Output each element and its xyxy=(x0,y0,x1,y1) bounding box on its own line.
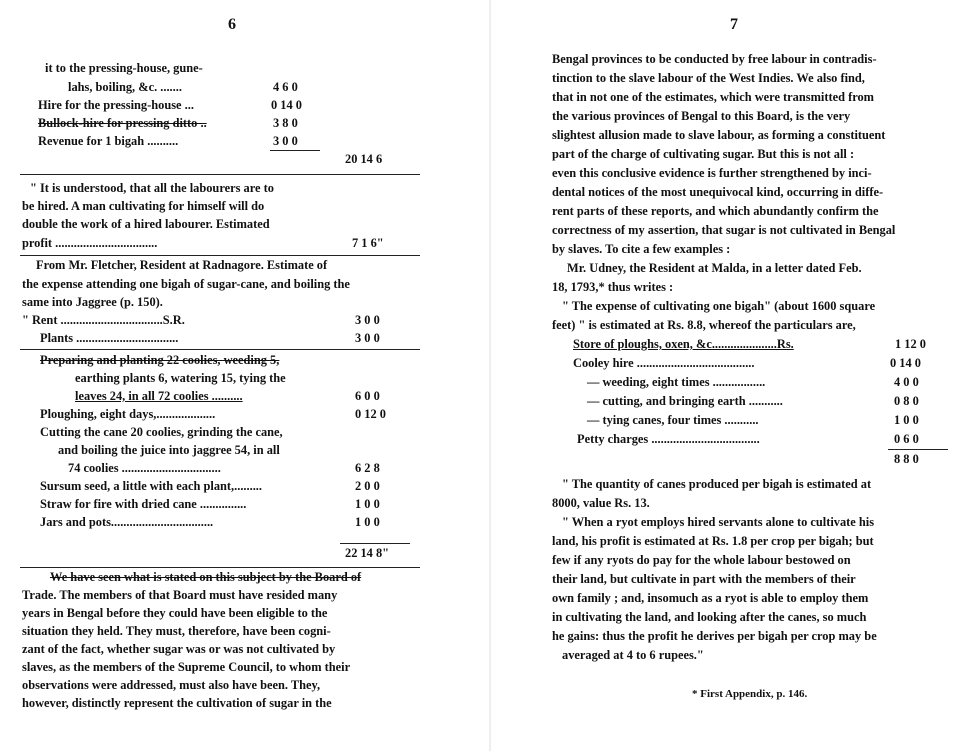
amount: 3 8 0 xyxy=(273,116,298,130)
text-line: rent parts of these reports, and which abundantly confirm the xyxy=(552,204,879,218)
text-line: 18, 1793,* thus writes : xyxy=(552,280,674,294)
text-line: however, distinctly represent the cultivation of sugar in the xyxy=(22,696,332,710)
text-line: earthing plants 6, watering 15, tying the xyxy=(75,371,286,385)
text-line: even this conclusive evidence is further strengthened by inci- xyxy=(552,166,872,180)
page-number-left: 6 xyxy=(228,16,236,33)
text-line: dental notices of the most unequivocal kind, occurring in diffe- xyxy=(552,185,884,199)
text-line: by slaves. To cite a few examples : xyxy=(552,242,731,256)
text-line: " The quantity of canes produced per bigah is estimated at xyxy=(562,477,872,491)
text-line: Bullock-hire for pressing ditto .. xyxy=(38,116,207,130)
divider-rule xyxy=(20,349,420,350)
text-line: he gains: thus the profit he derives per bigah per crop may be xyxy=(552,629,877,643)
amount: 1 0 0 xyxy=(355,515,380,529)
text-line: profit ................................. xyxy=(22,236,158,250)
text-line: " It is understood, that all the labourers are to xyxy=(30,181,274,195)
amount: 1 0 0 xyxy=(355,497,380,511)
text-line: zant of the fact, whether sugar was or was not cultivated by xyxy=(22,642,336,656)
text-line: Trade. The members of that Board must have resided many xyxy=(22,588,338,602)
text-line: land, his profit is estimated at Rs. 1.8 per crop per bigah; but xyxy=(552,534,874,548)
text-line: Revenue for 1 bigah .......... xyxy=(38,134,179,148)
text-line: in cultivating the land, and looking after the canes, so much xyxy=(552,610,867,624)
text-line: — cutting, and bringing earth ........... xyxy=(587,394,783,408)
text-line: Straw for fire with dried cane ............... xyxy=(40,497,247,511)
text-line: double the work of a hired labourer. Estimated xyxy=(22,217,270,231)
text-line: averaged at 4 to 6 rupees." xyxy=(562,648,704,662)
text-line: part of the charge of cultivating sugar. But this is not all : xyxy=(552,147,855,161)
text-line: Sursum seed, a little with each plant,......... xyxy=(40,479,263,493)
text-line: correctness of my assertion, that sugar is not cultivated in Bengal xyxy=(552,223,896,237)
text-line: Cooley hire ...................................... xyxy=(573,356,755,370)
text-line: leaves 24, in all 72 coolies .......... xyxy=(75,389,243,403)
amount: 1 12 0 xyxy=(895,337,926,351)
amount: 0 14 0 xyxy=(890,356,921,370)
text-line: few if any ryots do pay for the whole labour bestowed on xyxy=(552,553,851,567)
text-line: — weeding, eight times ................. xyxy=(587,375,766,389)
divider-rule xyxy=(20,255,420,256)
text-line: and boiling the juice into jaggree 54, in all xyxy=(58,443,280,457)
text-line: slightest allusion made to slave labour, as forming a constituent xyxy=(552,128,886,142)
text-line: Plants ................................. xyxy=(40,331,179,345)
page-number-right: 7 xyxy=(730,16,738,33)
divider-rule xyxy=(20,567,420,568)
amount-total: 8 8 0 xyxy=(894,452,919,466)
text-line: Ploughing, eight days,................... xyxy=(40,407,216,421)
text-line: " When a ryot employs hired servants alone to cultivate his xyxy=(562,515,875,529)
text-line: 8000, value Rs. 13. xyxy=(552,496,650,510)
amount: 4 0 0 xyxy=(894,375,919,389)
text-line: be hired. A man cultivating for himself will do xyxy=(22,199,265,213)
amount: 6 2 8 xyxy=(355,461,380,475)
text-line: it to the pressing-house, gune- xyxy=(45,61,203,75)
text-line: situation they held. They must, therefore, have been cogni- xyxy=(22,624,331,638)
text-line: From Mr. Fletcher, Resident at Radnagore. Estimate of xyxy=(36,258,328,272)
amount-total: 22 14 8" xyxy=(345,546,390,560)
text-line: slaves, as the members of the Supreme Council, to whom their xyxy=(22,660,351,674)
divider-rule xyxy=(20,174,420,175)
text-line: years in Bengal before they could have been eligible to the xyxy=(22,606,328,620)
amount: 0 6 0 xyxy=(894,432,919,446)
text-line: observations were addressed, must also have been. They, xyxy=(22,678,321,692)
text-line: same into Jaggree (p. 150). xyxy=(22,295,163,309)
text-line: Preparing and planting 22 coolies, weeding 5, xyxy=(40,353,280,367)
amount: 7 1 6" xyxy=(352,236,384,250)
amount: 0 12 0 xyxy=(355,407,386,421)
text-line: Cutting the cane 20 coolies, grinding the cane, xyxy=(40,425,283,439)
text-line: 74 coolies ................................ xyxy=(68,461,221,475)
text-line: Bengal provinces to be conducted by free labour in contradis- xyxy=(552,52,877,66)
amount: 2 0 0 xyxy=(355,479,380,493)
text-line: Petty charges ................................... xyxy=(577,432,760,446)
amount: 4 6 0 xyxy=(273,80,298,94)
footnote: * First Appendix, p. 146. xyxy=(692,688,808,700)
amount: 0 14 0 xyxy=(271,98,302,112)
text-line: " The expense of cultivating one bigah" (about 1600 square xyxy=(562,299,876,313)
amount: 3 0 0 xyxy=(273,134,298,148)
sum-rule xyxy=(888,449,948,450)
amount: 3 0 0 xyxy=(355,331,380,345)
text-line: Store of ploughs, oxen, &c.....................Rs. xyxy=(573,337,794,351)
text-line: We have seen what is stated on this subject by the Board of xyxy=(50,570,362,584)
text-line: Hire for the pressing-house ... xyxy=(38,98,194,112)
text-line: own family ; and, insomuch as a ryot is able to employ them xyxy=(552,591,869,605)
text-line: that in not one of the estimates, which were transmitted from xyxy=(552,90,874,104)
text-line: Mr. Udney, the Resident at Malda, in a letter dated Feb. xyxy=(567,261,862,275)
right-page xyxy=(490,0,980,751)
text-line: tinction to the slave labour of the West Indies. We also find, xyxy=(552,71,865,85)
text-line: Jars and pots................................. xyxy=(40,515,214,529)
amount: 1 0 0 xyxy=(894,413,919,427)
sum-rule xyxy=(340,543,410,544)
amount: 6 0 0 xyxy=(355,389,380,403)
amount-total: 20 14 6 xyxy=(345,152,383,166)
text-line: the various provinces of Bengal to this Board, is the very xyxy=(552,109,851,123)
sum-rule xyxy=(270,150,320,151)
text-line: — tying canes, four times ........... xyxy=(587,413,759,427)
text-line: feet) " is estimated at Rs. 8.8, whereof the particulars are, xyxy=(552,318,856,332)
text-line: the expense attending one bigah of sugar-cane, and boiling the xyxy=(22,277,350,291)
text-line: their land, but cultivate in part with the members of their xyxy=(552,572,856,586)
text-line: lahs, boiling, &c. ....... xyxy=(68,80,182,94)
amount: 3 0 0 xyxy=(355,313,380,327)
text-line: " Rent .................................S.R. xyxy=(22,313,185,327)
amount: 0 8 0 xyxy=(894,394,919,408)
